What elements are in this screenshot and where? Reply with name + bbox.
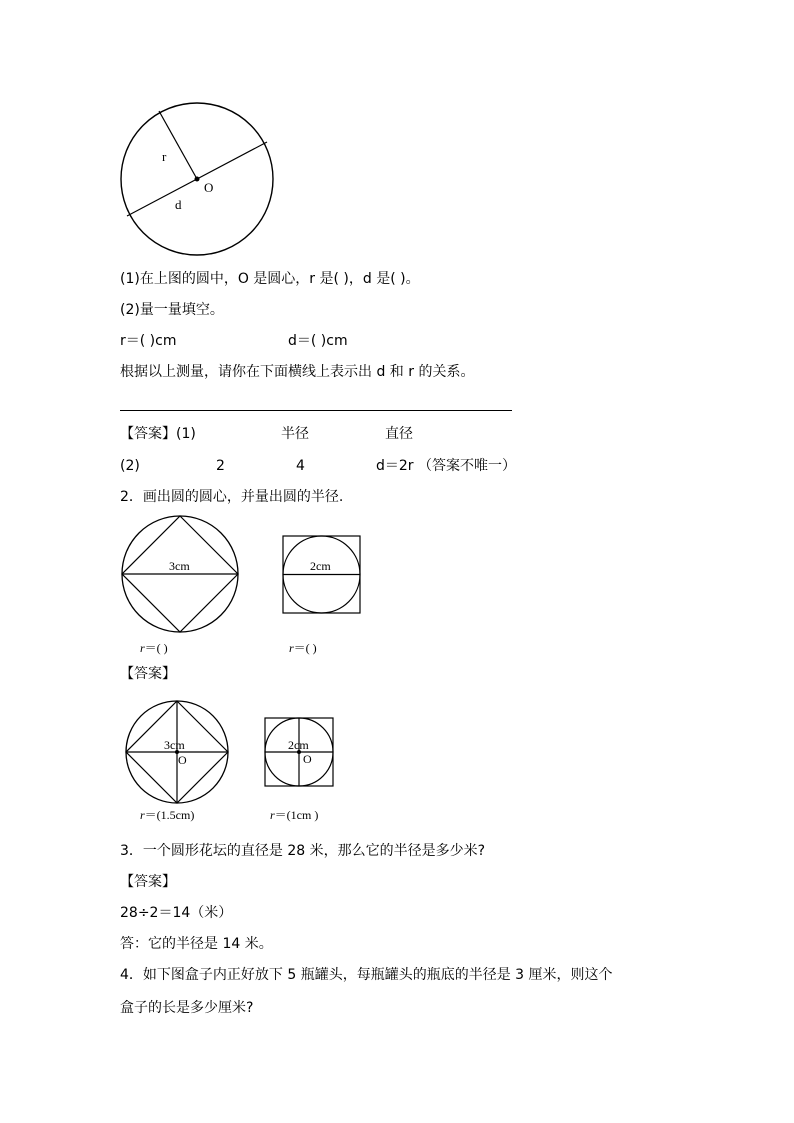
q1-answer-head: 【答案】(1) (120, 426, 196, 442)
q1-fill-d: d＝( )cm (288, 333, 348, 349)
label-2cm: 2cm (310, 559, 331, 573)
caption-left: r＝( ) (140, 641, 168, 655)
q1-instruction: 根据以上测量，请你在下面横线上表示出 d 和 r 的关系。 (120, 364, 475, 380)
label-o: O (204, 180, 214, 195)
q4-line2: 盒子的长是多少厘米? (120, 1000, 254, 1016)
label-d: d (175, 197, 182, 212)
q3-calc: 28÷2＝14（米） (120, 905, 233, 921)
label-3cm: 3cm (164, 738, 185, 752)
q3-title: 3．一个圆形花坛的直径是 28 米，那么它的半径是多少米? (120, 843, 486, 859)
caption-ans-left: r＝(1.5cm) (140, 808, 195, 822)
caption-ans-right: r＝(1cm ) (270, 808, 319, 822)
q3-reply: 答：它的半径是 14 米。 (120, 936, 273, 952)
q1-answer2-d: 4 (296, 458, 305, 474)
answer-blank-line (120, 410, 512, 411)
q2-title: 2．画出圆的圆心，并量出圆的半径. (120, 489, 344, 505)
center-point (195, 177, 200, 182)
label-o: O (303, 752, 312, 766)
caption-right: r＝( ) (289, 641, 317, 655)
label-r: r (162, 149, 167, 164)
q1-part2: (2)量一量填空。 (120, 302, 224, 318)
q1-answer2-relation: d＝2r （答案不唯一） (376, 458, 516, 474)
q4-line1: 4．如下图盒子内正好放下 5 瓶罐头，每瓶罐头的瓶底的半径是 3 厘米，则这个 (120, 967, 613, 983)
radius-line (159, 111, 197, 179)
label-2cm: 2cm (288, 738, 309, 752)
q2-answer-figure-left (118, 700, 248, 826)
circle-figure-r-d (118, 102, 278, 260)
q1-fill-r: r＝( )cm (120, 333, 177, 349)
label-3cm: 3cm (169, 559, 190, 573)
q1-answer-diameter: 直径 (385, 426, 413, 442)
q1-answer-radius: 半径 (281, 426, 309, 442)
q1-part1: (1)在上图的圆中，O 是圆心，r 是( )，d 是( )。 (120, 271, 420, 287)
q2-figure-left (118, 514, 248, 660)
q3-answer-head: 【答案】 (120, 874, 176, 890)
label-o: O (178, 753, 187, 767)
q2-figure-right (280, 534, 370, 660)
q1-answer2-r: 2 (216, 458, 225, 474)
q2-answer-figure-right (262, 716, 362, 826)
q2-answer-head: 【答案】 (120, 666, 176, 682)
q1-answer2-label: (2) (120, 458, 140, 474)
